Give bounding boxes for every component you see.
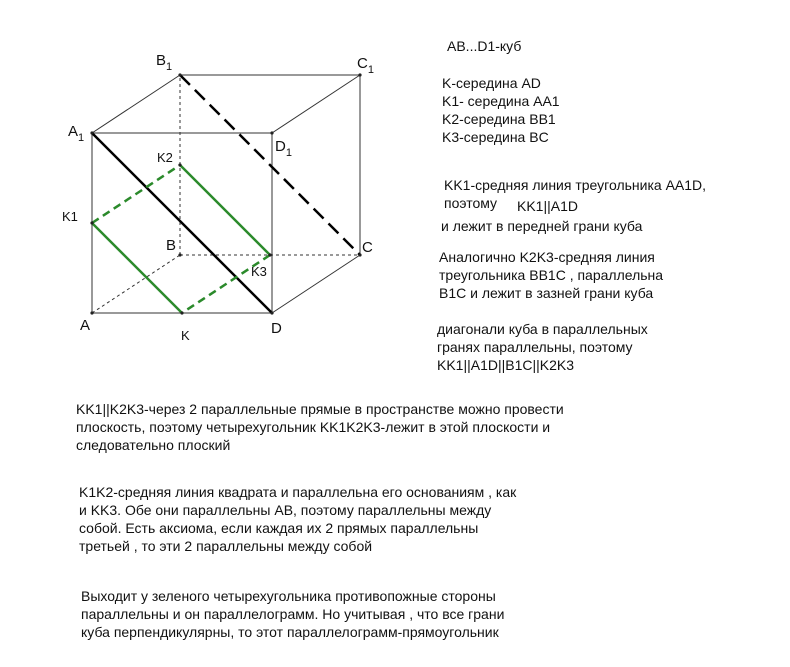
segment-k2-k3: [180, 165, 270, 255]
note-title: AB...D1-куб: [447, 38, 522, 54]
dot-a1: [90, 131, 93, 134]
edge-a-b: [92, 255, 180, 313]
dot-k1: [90, 221, 93, 224]
dot-d: [270, 311, 273, 314]
paragraph-1-line: плоскость, поэтому четырехугольник KK1K2K3-лежит в этой плоскости и: [76, 419, 551, 435]
paragraph-2: [79, 483, 516, 555]
label-b1: $B_1$: [156, 52, 173, 73]
paragraph-2-line: и KK3. Обе они параллельны AB, поэтому параллельны между: [79, 502, 492, 518]
paragraph-3: [81, 587, 504, 641]
note-p1-line2: поэтому: [444, 195, 498, 211]
paragraph-3-line: параллельны и он параллелограмм. Но учитывая , что все грани: [81, 606, 505, 622]
label-b: B: [166, 237, 177, 254]
def-k2: K2-середина BB1: [442, 111, 556, 127]
note-p1-formula: KK1||A1D: [517, 198, 578, 214]
paragraph-1-line: KK1||K2K3-через 2 параллельные прямые в пространстве можно провести: [76, 401, 564, 417]
label-k: K: [181, 328, 190, 343]
note-p3-line3: KK1||A1D||B1C||K2K3: [437, 357, 574, 373]
label-d1: $D_1$: [275, 138, 292, 159]
label-d: D: [271, 320, 282, 337]
note-p2-line3: B1C и лежит в зазней грани куба: [439, 285, 654, 301]
note-p2: [439, 248, 663, 302]
paragraph-1: [76, 400, 564, 454]
label-k2: K2: [157, 150, 173, 165]
label-a1: $A_1$: [68, 123, 85, 144]
label-a: A: [80, 317, 91, 334]
note-p2-line2: треугольника BB1C , параллельна: [439, 267, 664, 283]
green-quadrilateral: [92, 165, 270, 313]
hidden-edges: [92, 75, 360, 313]
edge-d1-c1: [272, 75, 360, 133]
definitions: [442, 74, 560, 146]
dot-k2: [178, 163, 181, 166]
label-c: C: [362, 239, 373, 256]
def-k: K-середина AD: [442, 75, 541, 91]
def-k1: K1- середина AA1: [442, 93, 560, 109]
note-p3-line2: гранях параллельны, поэтому: [437, 339, 633, 355]
label-k1: K1: [62, 209, 78, 224]
note-p3-line1: диагонали куба в параллельных: [437, 321, 648, 337]
paragraph-1-line: следовательно плоский: [76, 437, 231, 453]
paragraph-3-line: куба перпендикулярны, то этот параллелограмм-прямоугольник: [81, 624, 499, 640]
diagonal-b1-c: [180, 75, 360, 255]
paragraph-2-line: третьей , то эти 2 параллельны между собой: [79, 538, 373, 554]
dot-c1: [358, 73, 361, 76]
vertex-dots: [90, 73, 361, 314]
segment-k1-k2: [92, 165, 180, 223]
paragraph-3-line: Выходит у зеленого четырехугольника противопожные стороны: [81, 588, 496, 604]
edge-d-c: [272, 255, 360, 313]
dot-a: [90, 311, 93, 314]
dot-b: [178, 253, 181, 256]
dot-k: [180, 311, 183, 314]
paragraph-2-line: K1K2-средняя линия квадрата и параллельна его основаниям , как: [79, 484, 517, 500]
dot-d1: [270, 131, 273, 134]
paragraph-2-line: собой. Есть аксиома, если каждая их 2 прямых параллельны: [79, 520, 479, 536]
note-p1-line3: и лежит в передней грани куба: [441, 218, 643, 234]
diagonal-a1-d: [92, 133, 272, 313]
edge-a1-b1: [92, 75, 180, 133]
note-p3: [437, 320, 648, 374]
def-k3: K3-середина BC: [442, 129, 549, 145]
dot-k3: [268, 253, 271, 256]
label-k3: K3: [251, 264, 267, 279]
note-p2-line1: Аналогично K2K3-средняя линия: [439, 249, 655, 265]
label-c1: $C_1$: [357, 55, 374, 76]
cube-edges: [92, 75, 360, 313]
note-p1-line1: KK1-средняя линия треугольника AA1D,: [444, 177, 707, 193]
dot-b1: [178, 73, 181, 76]
